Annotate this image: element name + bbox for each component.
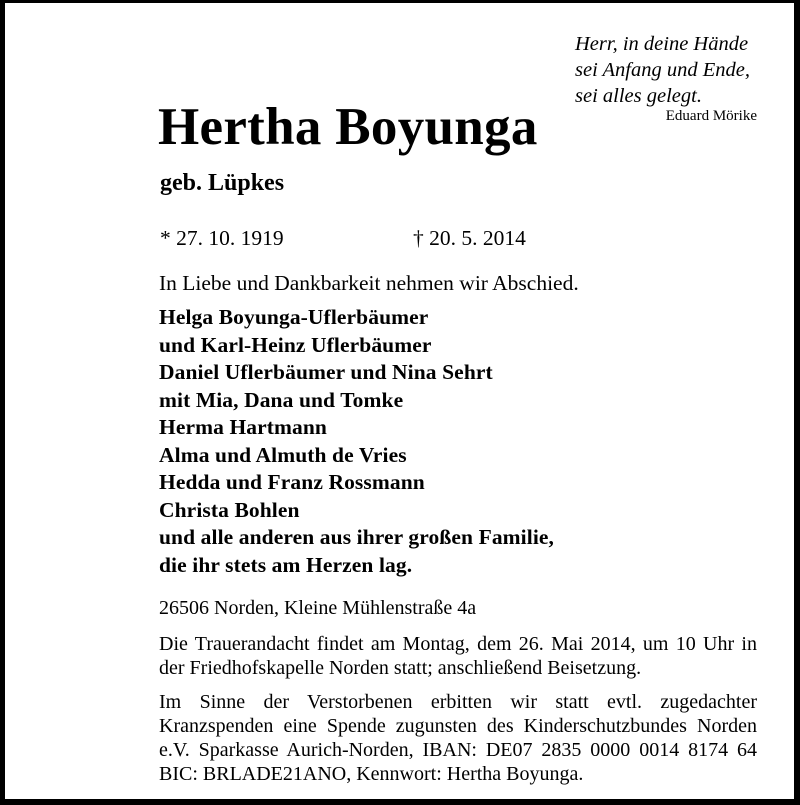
death-date: † 20. 5. 2014 — [413, 226, 526, 250]
donation-line: Im Sinne der Verstorbenen erbitten wir statt evtl. zugedachter — [159, 691, 757, 713]
donation-line: e.V. Sparkasse Aurich-Norden, IBAN: DE07 2835 0000 0014 8174 64 — [159, 739, 757, 761]
service-info — [159, 632, 757, 680]
mourner: Alma und Almuth de Vries — [159, 442, 407, 467]
mourner: Christa Bohlen — [159, 497, 300, 522]
motto-line: Herr, in deine Hände — [575, 33, 749, 55]
deceased-name: Hertha Boyunga — [158, 98, 538, 156]
motto-line: sei Anfang und Ende, — [575, 59, 750, 81]
mourner: mit Mia, Dana und Tomke — [159, 387, 404, 412]
mourner: Herma Hartmann — [159, 415, 327, 439]
donation-info — [159, 690, 757, 786]
motto-author: Eduard Mörike — [665, 108, 757, 124]
address — [159, 596, 757, 620]
birth-date: * 27. 10. 1919 — [160, 226, 284, 250]
mourner: Hedda und Franz Rossmann — [159, 470, 425, 494]
service-line: der Friedhofskapelle Norden statt; anschließend Beisetzung. — [159, 657, 642, 679]
mourners-list — [159, 304, 554, 579]
donation-line: Kranzspenden eine Spende zugunsten des Kinderschutzbundes Norden — [159, 715, 757, 737]
address-line: 26506 Norden, Kleine Mühlenstraße 4a — [159, 597, 477, 619]
farewell-text: In Liebe und Dankbarkeit nehmen wir Abschied. — [159, 271, 579, 295]
service-line: Die Trauerandacht findet am Montag, dem 26. Mai 2014, um 10 Uhr in — [159, 633, 757, 655]
mourner: die ihr stets am Herzen lag. — [159, 552, 413, 577]
mourner: Helga Boyunga-Uflerbäumer — [159, 305, 429, 329]
mourner: Daniel Uflerbäumer und Nina Sehrt — [159, 360, 493, 384]
mourner: und Karl-Heinz Uflerbäumer — [159, 332, 432, 357]
motto-line: sei alles gelegt. — [575, 85, 702, 107]
mourner: und alle anderen aus ihrer großen Familie, — [159, 525, 555, 549]
donation-line: BIC: BRLADE21ANO, Kennwort: Hertha Boyunga. — [159, 763, 584, 785]
maiden-name: geb. Lüpkes — [160, 170, 285, 196]
